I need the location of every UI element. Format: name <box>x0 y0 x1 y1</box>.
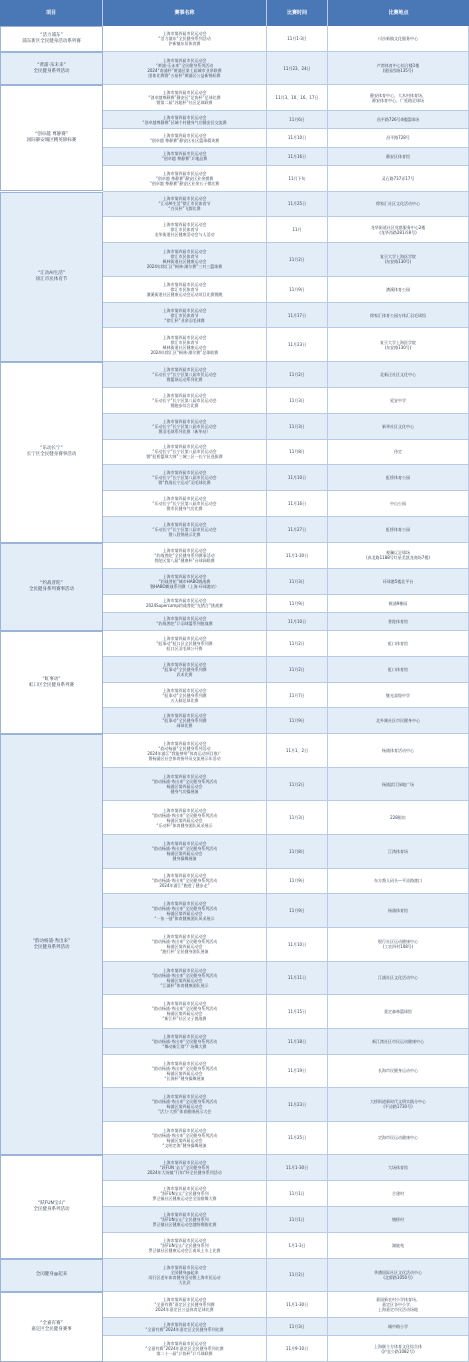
event-time-cell: 11月2日 <box>267 768 328 801</box>
event-time-cell: 11月3日 <box>267 801 328 834</box>
event-place-cell: 环球港5楼北平台 <box>328 569 469 594</box>
event-name-cell: 上海市第四届市民运动会 徐汇市民体育节 枫林街道社区健康运动会 2024年徐汇区“枫林·湖尔赛”足球联赛 <box>103 328 267 361</box>
event-time-cell: 11月1-30日 <box>267 543 328 568</box>
event-name-cell: 上海市第四届市民运动会 “约战普陀”城市HABO跳战赛 暨HABO跳战系列赛（上海·环球港站） <box>103 569 267 594</box>
event-name-cell: 上海市第四届市民运动会 “全嘉有赛”嘉定区全民健身系列赛 2024年嘉定区公益体育足球比赛 <box>103 1292 267 1317</box>
event-name-cell: 上海市第四届市民运动会 “韵动杨浦·秀出来”全民健身系列活动 杨浦区第四届运动会 “江浦杯”体育健康团队展示 <box>103 962 267 995</box>
event-time-cell: 11月1、2日 <box>267 734 328 767</box>
table-row <box>103 1207 469 1233</box>
event-time-cell: 11月10日 <box>267 613 328 630</box>
event-place-cell: 卢湾体育中心综合楼1楼 (建国西路135号) <box>328 52 469 85</box>
event-name-cell: 上海市第四届市民运动会 “黄浦·乐未来”全民健身系列活动 2024“南浦杯”黄浦区第七届城市业余联赛 团体比赛暨“五星杯”黄浦区公益新锦标赛 <box>103 52 267 85</box>
event-name-cell: 上海市第四届市民运动会 “虹事动”全民健身系列赛 网球比赛 <box>103 708 267 733</box>
event-time-cell: 11月9日 <box>267 595 328 612</box>
table-row <box>103 835 469 869</box>
event-name-cell: 上海市第四届市民运动会 “活力浦东”全民健身系列活动 沪新镇东吊体育赛 <box>103 26 267 51</box>
event-place-cell: 继光高级中学 <box>328 683 469 708</box>
event-time-cell: 11月23日 <box>267 328 328 361</box>
event-time-cell: 11月7日 <box>267 683 328 708</box>
event-name-cell: 上海市第四届市民运动会 “乐动长宁”长宁区第八届市民运动会 暨篮球运动系列比赛 <box>103 362 267 387</box>
event-place-cell: 川沙新镇文化服务中心 <box>328 26 469 51</box>
table-row <box>103 362 469 388</box>
event-name-cell: 上海市第四届市民运动会 “虹事动”全民健身系列赛 五人制足球比赛 <box>103 683 267 708</box>
project-group-label: “虹事动” 虹口区全民健身系列赛 <box>29 676 74 688</box>
table-row <box>103 1336 469 1362</box>
event-place-cell: 普陀体育馆 <box>328 613 469 630</box>
event-place-cell: 新华社区文化中心 <box>328 414 469 439</box>
table-row <box>103 303 469 329</box>
event-place-cell: 观澜辽足球场 (真北路1188号红星美凯龙商场7楼) <box>328 543 469 568</box>
project-group-cell <box>0 1155 103 1258</box>
table-row <box>103 440 469 466</box>
event-place-cell: 静安区体育馆 <box>328 148 469 165</box>
table-row <box>103 1233 469 1259</box>
event-time-cell: 11月2日 <box>267 1259 328 1292</box>
event-name-cell: 上海市第四届市民运动会 “乐动长宁”长宁区第八届市民运动会 暨“我战长宁运动”羽毛球比赛 <box>103 465 267 490</box>
event-place-cell: 合建村 <box>328 1181 469 1206</box>
event-name-cell: 上海市第四届市民运动会 “韵动杨浦·秀出来”全民健身系列活动 杨浦区第四届运动会 “新江杯”社区又子挑战赛 <box>103 995 267 1028</box>
event-place-cell: 北外滩社区市民健身中心 <box>328 708 469 733</box>
project-group-cell <box>0 85 103 191</box>
event-time-cell: 11月3、10、16、17日 <box>267 85 328 110</box>
table-row <box>103 388 469 414</box>
event-name-cell: 上海市第四届市民运动会 “韵动杨浦·秀出来”全民健身系列活动 杨浦区第四届运动会 “乐动杯”体育健身团队风采展示 <box>103 801 267 834</box>
event-time-cell: 11月10日 <box>267 465 328 490</box>
table-row <box>103 52 469 86</box>
event-place-cell: 湖陵苑 <box>328 1233 469 1258</box>
project-group-cell <box>0 631 103 734</box>
event-time-cell: 11月10日 <box>267 928 328 961</box>
event-place-cell: 灵石路737弄17号 <box>328 166 469 191</box>
event-name-cell: 上海市第四届市民运动会 “韵动杨浦·秀出来”全民健身系列活动 “舞动新江湾”广场舞大赛 <box>103 1029 267 1054</box>
event-time-cell: 11月15日 <box>267 995 328 1028</box>
table-row <box>103 683 469 709</box>
event-name-cell: 上海市第四届市民运动会 “创卓越 尊静赛”静安区业余棋赛 “创卓越 尊静赛”静安区业余五子棋比赛 <box>103 166 267 191</box>
event-time-cell: 11月11日 <box>267 962 328 995</box>
event-name-cell: 上海市第四届市民运动会 2024Supercamp约战普陀“光猪合”挑战赛 <box>103 595 267 612</box>
table-row <box>103 995 469 1029</box>
event-time-cell: 11月6日 <box>267 111 328 128</box>
event-place-cell: 杨浦滨江绿地广场 <box>328 768 469 801</box>
event-time-cell: 11月 <box>267 217 328 242</box>
event-place-cell: 北新泾社区文化中心 <box>328 362 469 387</box>
event-place-cell: 殷行社区运动健康中心 (工农四村108号) <box>328 928 469 961</box>
event-time-cell: 11月23日 <box>267 1088 328 1121</box>
event-place-cell: 复旦大学上海医学院 (东安路130号) <box>328 328 469 361</box>
event-time-cell: 11月3日 <box>267 1318 328 1335</box>
event-name-cell: 上海市第四届市民运动会 “乐动长宁”长宁区第八届市民运动会 暨羽毛球系列比赛（新华站） <box>103 414 267 439</box>
project-group-label: “约战普陀” 全民健身系列赛事活动 <box>29 580 74 592</box>
event-place-cell: 杨浦体育馆 <box>328 894 469 927</box>
event-place-cell: 昌平路728号 <box>328 129 469 146</box>
event-place-cell: 大场体育馆 <box>328 1155 469 1180</box>
event-name-cell: 上海市第四届市民运动会 “约战普陀”乒羽球篮系列挑战赛 <box>103 613 267 630</box>
event-name-cell: 上海市第四届市民运动会 “全嘉有赛”2024年嘉定区全民健身系列比赛 第二十一届“乒协杯”乒乓球联赛 <box>103 1336 267 1361</box>
event-place-cell: 昌平路726号4楼篮球场 <box>328 111 469 128</box>
event-place-cell: 虹桥体育公园 <box>328 517 469 542</box>
event-name-cell: 上海市第四届市民运动会 “创卓越 尊静赛”静安区社区篮球精英赛 <box>103 129 267 146</box>
event-time-cell: 11月3日 <box>267 414 328 439</box>
event-place-cell: 静安体育中心、大木村体育场、 静安体育中心、广延路足球场 <box>328 85 469 110</box>
event-place-cell: 东方渔人码头—平凉路渡口 <box>328 869 469 894</box>
event-name-cell: 上海市第四届市民运动会 “韵动杨浦·秀出来”全民健身系列活动 杨浦区第四届运动会 “长海杯”健身操舞展演 <box>103 1055 267 1088</box>
event-name-cell: 上海市第四届市民运动会 徐汇市民体育节 枫林街道社区健康运动会 2024年徐汇区“枫林·湖尔赛”三对三篮球赛 <box>103 243 267 276</box>
table-row <box>103 1088 469 1122</box>
event-name-cell: 上海市第四届市民运动会 “跃FUN宝山”全民健身系列 罗泾镇社区健康运动会江南风土水上比赛 <box>103 1233 267 1258</box>
event-name-cell: 上海市第四届市民运动会 “跃FUN宝山”全民健身系列 罗泾镇社区健康运动会全国排舞大赛 <box>103 1181 267 1206</box>
table-row <box>103 26 469 52</box>
event-place-cell: 龙华街道社区党群服务中心2楼 (龙华西路281弄8号) <box>328 217 469 242</box>
table-row <box>103 962 469 996</box>
event-place-cell: 大桥街道新时代文明实践分中心 (平凉路1730号) <box>328 1088 469 1121</box>
event-name-cell: 上海市第四届市民运动会 “乐动长宁”长宁区第八届市民运动会 暨“虹桥篮球大师”三城三区一长宁区选拔赛 <box>103 440 267 465</box>
header-project: 项目 <box>0 0 103 26</box>
table-row <box>103 768 469 802</box>
event-time-cell: 11月25日 <box>267 192 328 217</box>
table-row <box>103 801 469 835</box>
table-row <box>103 543 469 569</box>
table-row <box>103 129 469 147</box>
event-name-cell: 上海市第四届市民运动会 “韵动杨浦·秀出来”全民健身系列活动 杨浦区第四届运动会 “活力·大桥”体育健康展示大会 <box>103 1088 267 1121</box>
event-place-cell: 嘉园新农村小学体育场、 嘉定区各中小学、 上海嘉定市民活动场地 <box>328 1292 469 1317</box>
table-row <box>103 1055 469 1089</box>
event-place-cell: 杨浦体育活动中心 <box>328 734 469 767</box>
table-row <box>103 166 469 192</box>
event-name-cell: 上海市第四届市民运动会 “创卓越 尊静赛”乒地品赛 <box>103 148 267 165</box>
event-place-cell: 长海市民健身运动中心 <box>328 1055 469 1088</box>
event-name-cell: 上海市第四届市民运动会 “跃FUN 宝山”全民健身系列 2024年大场镇“行知”杯全民健身系列活动 <box>103 1155 267 1180</box>
table-row <box>103 657 469 683</box>
project-group-label: “韵动杨浦·秀出来” 全民健身系列活动 <box>32 938 71 950</box>
event-name-cell: 上海市第四届市民运动会 徐汇市民体育节 漕溪街道社区健康运动会运动项目比赛暨跳 <box>103 277 267 302</box>
project-group-cell <box>0 52 103 86</box>
project-group-cell <box>0 1259 103 1293</box>
event-place-cell: 延安中学 <box>328 388 469 413</box>
event-place-cell: 城中路小学 <box>328 1318 469 1335</box>
event-name-cell: 上海市第四届市民运动会 “乐动长宁”长宁区第八届市民运动会 暨跑步综合比赛 <box>103 388 267 413</box>
event-name-cell: 上海市第四届市民运动会 “韵动杨浦”全民健身系列活动 2024年浦江“我能够带”体育运动项目推广 暨杨浦区社会体育指导员交流展示年活动 <box>103 734 267 767</box>
event-time-cell: 11月19日 <box>267 1055 328 1088</box>
table-header <box>0 0 469 26</box>
table-row <box>103 1292 469 1318</box>
event-name-cell: 上海市第四届市民运动会 “韵动杨浦·秀出来”全民健身系列活动 杨浦区第四届运动会 “文明定海”健身操舞展演 <box>103 1122 267 1155</box>
event-place-cell: 江湾体育场 <box>328 835 469 868</box>
project-group-label: “黄浦·乐未来” 全民健身系列活动 <box>33 62 70 74</box>
event-place-cell: 徐家汇体育公园万体汇羽毛球馆 <box>328 303 469 328</box>
project-group-label: “乐动长宁” 长宁区全民健身赛事活动 <box>26 446 77 458</box>
table-row <box>103 328 469 362</box>
event-time-cell: 11月9日 <box>267 708 328 733</box>
event-time-cell: 11月9日 <box>267 277 328 302</box>
event-name-cell: 上海市第四届市民运动会 徐汇市民体育节 龙华街道社区健康活动会与人活动 <box>103 217 267 242</box>
event-place-cell: 虹桥体育公园 <box>328 465 469 490</box>
table-row <box>103 613 469 631</box>
event-name-cell: 上海市第四届市民运动会 全闵健身@起来 闵行区老年体育健身活动暨上海市民运动 大比武 <box>103 1259 267 1292</box>
event-time-cell: 11月3日 <box>267 569 328 594</box>
event-name-cell: 上海市第四届市民运动会 “韵动杨浦·秀出来”全民健身系列活动 杨浦区第四届运动会 健身气功操展演 <box>103 768 267 801</box>
event-time-cell: 11月17日 <box>267 303 328 328</box>
event-time-cell: 11月8日 <box>267 440 328 465</box>
event-time-cell: 11月1日 <box>267 1207 328 1232</box>
project-group-label: “跃FUN宝山” 全民健身系列活动 <box>33 1200 70 1212</box>
event-place-cell: 复旦大学上海医学院 (东安路130号) <box>328 243 469 276</box>
event-time-cell: 11月9日 <box>267 894 328 927</box>
event-name-cell: 上海市第四届市民运动会 “韵动杨浦·秀出来”全民健身系列活动 2024年浦江“跑进了健步走” <box>103 869 267 894</box>
table-row <box>103 243 469 277</box>
event-name-cell: 上海市第四届市民运动会 “乐动长宁”长宁区第八届市民运动会 暨八段锦展示比赛 <box>103 517 267 542</box>
event-name-cell: 上海市第四届市民运动会 “创卓越尊静赛”区域个村健身气功静安区交流赛 <box>103 111 267 128</box>
event-name-cell: 上海市第四届市民运动会 “创卓越尊静赛”静安区“足协杯”足球比赛 暨第二届“苏超杯”社区足球联赛 <box>103 85 267 110</box>
event-place-cell: 新江湾社区市民运动健康中心 <box>328 1029 469 1054</box>
event-time-cell: 11月18日 <box>267 1029 328 1054</box>
event-name-cell: 上海市第四届市民运动会 “韵动杨浦·秀出来”全民健身系列活动 杨浦区第四届运动会 “一张一弛”体育健康团队风采展示 <box>103 894 267 927</box>
event-place-cell: 虹口体育馆 <box>328 631 469 656</box>
event-place-cell: 桃浦9棵园 <box>328 595 469 612</box>
event-name-cell: 上海市第四届市民运动会 “全嘉有赛”2024年嘉定区全民健身系列比赛 <box>103 1318 267 1335</box>
event-place-cell: 徐家汇社区文化活动中心 <box>328 192 469 217</box>
event-name-cell: 上海市第四届市民运动会 “汇动AI生活”徐汇市民体育节 “谷贝杯”飞镖比赛 <box>103 192 267 217</box>
event-name-cell: 上海市第四届市民运动会 “跃FUN宝山”全民健身系列 罗泾镇社区健康运动会越野赛跑比赛 <box>103 1207 267 1232</box>
event-name-cell: 上海市第四届市民运动会 “韵动杨浦·秀出来”全民健身系列活动 杨浦区第四届运动会 健身操舞展演 <box>103 835 267 868</box>
event-place-cell: 漕溪体育公园 <box>328 277 469 302</box>
event-time-cell: 11月1日 <box>267 1181 328 1206</box>
table-row <box>103 708 469 734</box>
project-group-cell <box>0 26 103 52</box>
event-time-cell: 11月16日 <box>267 148 328 165</box>
table-row <box>103 734 469 768</box>
project-group-cell <box>0 192 103 363</box>
table-row <box>103 928 469 962</box>
event-place-cell: 江浦社区文化活动中心 <box>328 962 469 995</box>
table-row <box>103 569 469 595</box>
event-time-cell: 11月9-10日 <box>267 1336 328 1361</box>
event-time-cell: 11月1-30日 <box>267 1155 328 1180</box>
event-name-cell: 上海市第四届市民运动会 “约战普陀”全民健身系列赛事活动 普陀区第八届“健康杯”台球网联赛 <box>103 543 267 568</box>
project-group-label: 全闵健身@起来 <box>35 1272 68 1278</box>
header-event-name: 赛事名称 <box>103 0 267 26</box>
table-row <box>103 869 469 895</box>
event-time-cell: 11月2日 <box>267 657 328 682</box>
event-name-cell: 上海市第四届市民运动会 “韵动杨浦·秀出来”全民健身系列活动 杨浦区第四届运动会 “跑行杯”全民健身团队展演 <box>103 928 267 961</box>
table-row <box>103 1122 469 1156</box>
event-place-cell: 定海市民运动健康中心 <box>328 1122 469 1155</box>
event-place-cell: 塘桥村 <box>328 1207 469 1232</box>
table-row <box>103 631 469 657</box>
event-time-cell: 11月下旬 <box>267 166 328 191</box>
table-row <box>103 1029 469 1055</box>
table-row <box>103 491 469 517</box>
event-place-cell: 华漕国际社区文化活动中心 (北翟路1050号) <box>328 1259 469 1292</box>
project-group-label: “创卓越 尊静赛” 国际静安城区精英锦标赛 <box>26 132 77 144</box>
event-name-cell: 上海市第四届市民运动会 “乐动长宁”长宁区第八届市民运动会 暨市民健身气功比赛 <box>103 491 267 516</box>
event-time-cell: 11月3日 <box>267 388 328 413</box>
event-time-cell: 11月25日 <box>267 1122 328 1155</box>
table-row <box>103 85 469 111</box>
project-group-cell <box>0 362 103 543</box>
event-time-cell: 11月23、24日 <box>267 52 328 85</box>
event-time-cell: 11月8日 <box>267 835 328 868</box>
event-time-cell: 11月1-30日 <box>267 1292 328 1317</box>
event-place-cell: 嘉定森林篮球馆 <box>328 995 469 1028</box>
header-place: 比赛地点 <box>388 10 409 16</box>
table-row <box>103 111 469 129</box>
table-row <box>103 148 469 166</box>
event-name-cell: 上海市第四届市民运动会 徐汇市民体育节 “徐汇杯”业余羽毛球赛 <box>103 303 267 328</box>
table-row <box>103 192 469 218</box>
event-time-cell: 11月10日 <box>267 129 328 146</box>
table-row <box>103 1181 469 1207</box>
event-place-cell: 虹口体育馆 <box>328 657 469 682</box>
event-time-cell: 11月2日 <box>267 243 328 276</box>
project-group-label: “活力浦东” 浦东新区全民健身活动系列赛 <box>22 32 81 44</box>
event-place-cell: 228街坊 <box>328 801 469 834</box>
event-place-cell: 中山公园 <box>328 491 469 516</box>
event-name-cell: 上海市第四届市民运动会 “虹事动”全民健身系列赛 武术比赛 <box>103 657 267 682</box>
table-row <box>103 517 469 543</box>
table-row <box>103 595 469 613</box>
table-row <box>103 465 469 491</box>
table-row <box>103 217 469 243</box>
table-row <box>103 277 469 303</box>
project-group-cell <box>0 543 103 631</box>
table-row <box>103 1318 469 1336</box>
project-group-label: “全嘉有赛” 嘉定区全民健身赛事 <box>31 1321 72 1333</box>
event-name-cell: 上海市第四届市民运动会 “虹事动”虹口区全民健身系列赛 虹口区羽毛球公开赛 <box>103 631 267 656</box>
table-row <box>103 414 469 440</box>
event-place-cell: 待定 <box>328 440 469 465</box>
table-row <box>103 1259 469 1293</box>
event-time-cell: 11月27日 <box>267 517 328 542</box>
event-place-cell: 上海颐立方体育文化综合体 (沪宜公路1082号) <box>328 1336 469 1361</box>
project-group-cell <box>0 734 103 1155</box>
project-group-label: “汇动AI生活” 徐汇市民体育节 <box>35 270 68 282</box>
event-time-cell: 11月9日 <box>267 869 328 894</box>
event-time-cell: 11月2日 <box>267 631 328 656</box>
event-time-cell: 1月1-3日 <box>267 1233 328 1258</box>
project-group-cell <box>0 1292 103 1362</box>
event-time-cell: 11月2日 <box>267 362 328 387</box>
event-time-cell: 11月16日 <box>267 491 328 516</box>
header-time: 比赛时间 <box>267 0 328 26</box>
event-time-cell: 11月1-3日 <box>267 26 328 51</box>
table-row <box>103 1155 469 1181</box>
table-row <box>103 894 469 928</box>
